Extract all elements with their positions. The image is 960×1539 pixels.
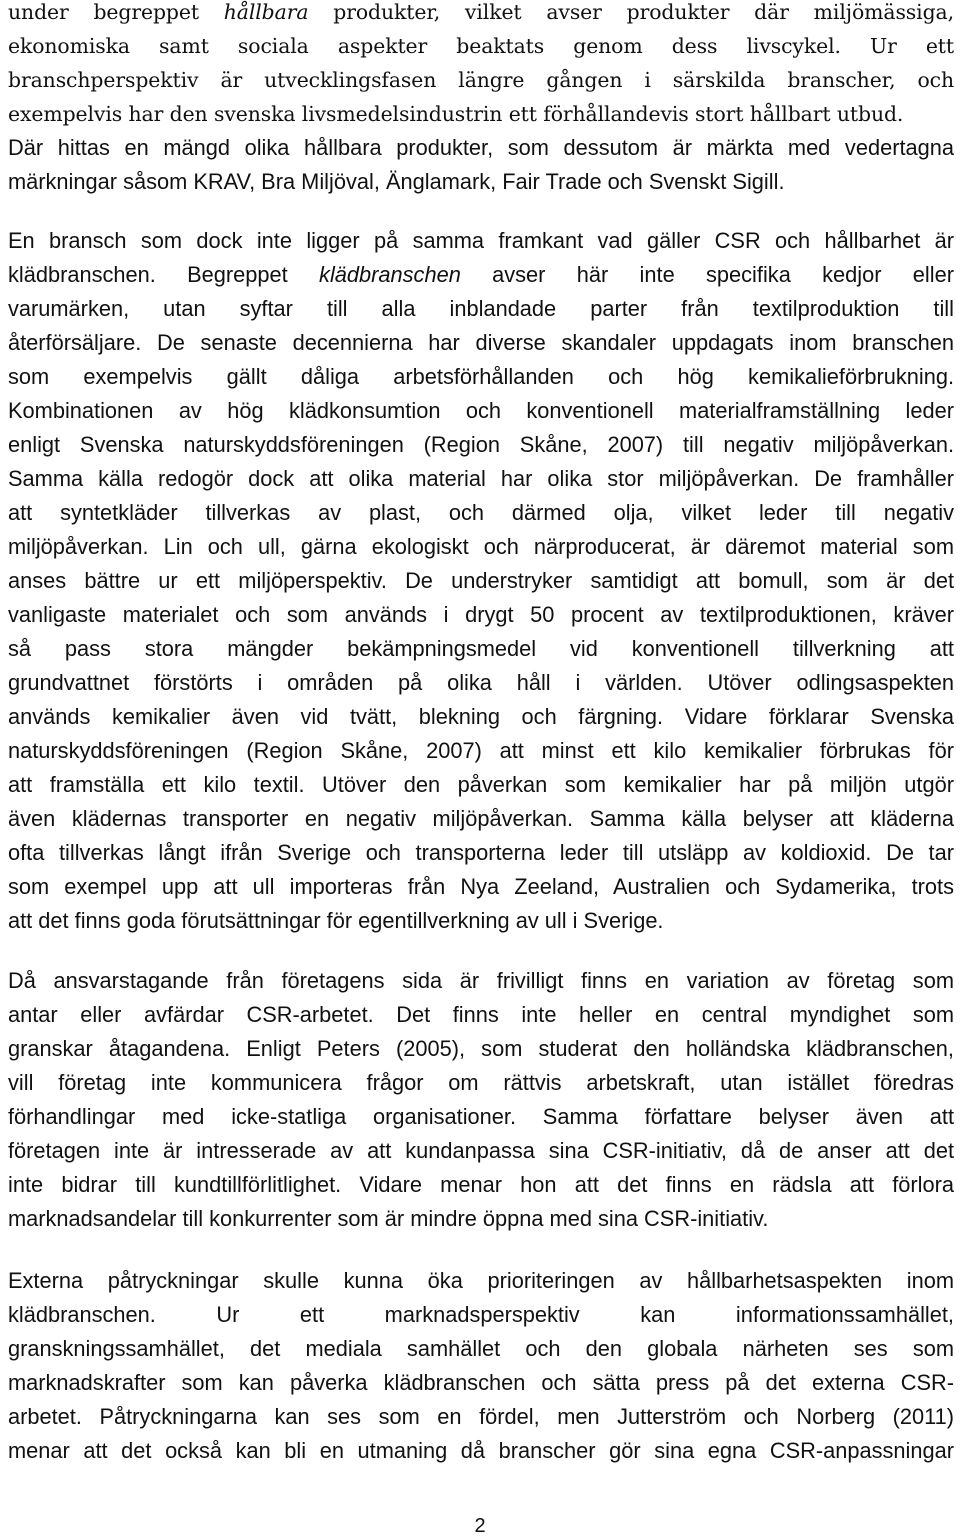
text-run: produkter, vilket avser produkter där miljömässiga, <box>308 0 954 24</box>
text-run: grundvattnet förstörts i områden på olika håll i världen. Utöver odlingsaspekten <box>8 670 954 695</box>
text-run: att framställa ett kilo textil. Utöver den påverkan som kemikalier har på miljön utgör <box>8 772 954 797</box>
text-run: klädbranschen. Begreppet <box>8 262 320 287</box>
text-run: företagen inte är intresserade av att kundanpassa sina CSR-initiativ, då de anser att det <box>8 1138 954 1163</box>
text-run: miljöpåverkan. Lin och ull, gärna ekologiskt och närproducerat, är däremot material som <box>8 534 954 559</box>
text-run: marknadsandelar till konkurrenter som är mindre öppna med sina CSR-initiativ. <box>8 1206 769 1231</box>
text-run: Samma källa redogör dock att olika material har olika stor miljöpåverkan. De framhåller <box>8 466 954 491</box>
text-line <box>8 904 954 938</box>
text-run: används kemikalier även vid tvätt, blekning och färgning. Vidare förklarar Svenska <box>8 704 954 729</box>
text-line <box>8 1332 954 1366</box>
text-line <box>8 530 954 564</box>
text-line <box>8 462 954 496</box>
text-line <box>8 97 954 131</box>
text-run: exempelvis har den svenska livsmedelsindustrin ett förhållandevis stort hållbart utbud. <box>8 102 904 126</box>
text-run: att syntetkläder tillverkas av plast, och därmed olja, vilket leder till negativ <box>8 500 954 525</box>
italic-term: klädbranschen <box>319 262 461 287</box>
text-line <box>8 292 954 326</box>
text-run: granskar åtagandena. Enligt Peters (2005), som studerat den holländska klädbranschen, <box>8 1036 954 1061</box>
text-run: klädbranschen. Ur ett marknadsperspektiv kan informationssamhället, <box>8 1302 954 1327</box>
text-run: förhandlingar med icke-statliga organisationer. Samma författare belyser även att <box>8 1104 954 1129</box>
text-line <box>8 496 954 530</box>
text-run: ekonomiska samt sociala aspekter beaktats genom dess livscykel. Ur ett <box>8 34 954 58</box>
text-line <box>8 802 954 836</box>
text-run: varumärken, utan syftar till alla inblandade parter från textilproduktion till <box>8 296 954 321</box>
text-run: menar att det också kan bli en utmaning då branscher gör sina egna CSR-anpassningar <box>8 1438 954 1463</box>
text-line <box>8 131 954 165</box>
paragraph-text <box>8 964 954 1236</box>
text-line <box>8 1434 954 1468</box>
text-line <box>8 1366 954 1400</box>
text-line <box>8 700 954 734</box>
text-run: att det finns goda förutsättningar för egentillverkning av ull i Sverige. <box>8 908 664 933</box>
text-run: under begreppet <box>8 0 224 24</box>
text-line <box>8 998 954 1032</box>
text-run: Externa påtryckningar skulle kunna öka prioriteringen av hållbarhetsaspekten inom <box>8 1268 954 1293</box>
text-run: som exempelvis gällt dåliga arbetsförhållanden och hög kemikalieförbrukning. <box>8 364 954 389</box>
text-line <box>8 734 954 768</box>
text-line <box>8 564 954 598</box>
text-line <box>8 1168 954 1202</box>
text-run: enligt Svenska naturskyddsföreningen (Region Skåne, 2007) till negativ miljöpåverkan. <box>8 432 954 457</box>
text-run: naturskyddsföreningen (Region Skåne, 2007) att minst ett kilo kemikalier förbrukas för <box>8 738 954 763</box>
text-run: En bransch som dock inte ligger på samma framkant vad gäller CSR och hållbarhet är <box>8 228 954 253</box>
text-line <box>8 29 954 63</box>
paragraph-text <box>8 224 954 938</box>
paragraph-2 <box>8 224 954 938</box>
text-line <box>8 428 954 462</box>
italic-term: hållbara <box>223 0 309 24</box>
text-run: ofta tillverkas långt ifrån Sverige och transporterna leder till utsläpp av koldioxid. De tar <box>8 840 954 865</box>
text-run: vanligaste materialet och som används i drygt 50 procent av textilproduktionen, kräver <box>8 602 954 627</box>
text-line <box>8 224 954 258</box>
text-run: märkningar såsom KRAV, Bra Miljöval, Änglamark, Fair Trade och Svenskt Sigill. <box>8 169 785 194</box>
text-line <box>8 1298 954 1332</box>
text-line <box>8 1400 954 1434</box>
paragraph-3 <box>8 964 954 1236</box>
text-run: anses bättre ur ett miljöperspektiv. De understryker samtidigt att bomull, som är det <box>8 568 954 593</box>
paragraph-4 <box>8 1264 954 1468</box>
text-line <box>8 1066 954 1100</box>
text-run: återförsäljare. De senaste decennierna har diverse skandaler uppdagats inom branschen <box>8 330 954 355</box>
text-line <box>8 836 954 870</box>
text-run: Då ansvarstagande från företagens sida är frivilligt finns en variation av företag som <box>8 968 954 993</box>
text-line <box>8 258 954 292</box>
text-line <box>8 598 954 632</box>
text-line <box>8 326 954 360</box>
text-run: granskningssamhället, det mediala samhället och den globala närheten ses som <box>8 1336 954 1361</box>
paragraph-1 <box>8 0 954 199</box>
text-line <box>8 1032 954 1066</box>
text-line <box>8 63 954 97</box>
text-run: Kombinationen av hög klädkonsumtion och konventionell materialframställning leder <box>8 398 954 423</box>
paragraph-text <box>8 1264 954 1468</box>
text-line <box>8 632 954 666</box>
text-line <box>8 394 954 428</box>
paragraph-text <box>8 0 954 199</box>
text-run: antar eller avfärdar CSR-arbetet. Det finns inte heller en central myndighet som <box>8 1002 954 1027</box>
text-line <box>8 360 954 394</box>
text-line <box>8 1202 954 1236</box>
text-run: även klädernas transporter en negativ miljöpåverkan. Samma källa belyser att kläderna <box>8 806 954 831</box>
text-line <box>8 666 954 700</box>
text-run: som exempel upp att ull importeras från Nya Zeeland, Australien och Sydamerika, trots <box>8 874 954 899</box>
text-line <box>8 165 954 199</box>
text-line <box>8 964 954 998</box>
text-run: avser här inte specifika kedjor eller <box>460 262 954 287</box>
text-run: branschperspektiv är utvecklingsfasen längre gången i särskilda branscher, och <box>8 68 954 92</box>
text-line <box>8 1100 954 1134</box>
text-line <box>8 1134 954 1168</box>
text-run: marknadskrafter som kan påverka klädbranschen och sätta press på det externa CSR- <box>8 1370 954 1395</box>
page-number: 2 <box>474 1515 486 1537</box>
text-line <box>8 0 954 29</box>
text-line <box>8 1264 954 1298</box>
text-line <box>8 870 954 904</box>
text-run: inte bidrar till kundtillförlitlighet. Vidare menar hon att det finns en rädsla att förlora <box>8 1172 954 1197</box>
text-run: Där hittas en mängd olika hållbara produkter, som dessutom är märkta med vedertagna <box>8 135 954 160</box>
text-run: så pass stora mängder bekämpningsmedel vid konventionell tillverkning att <box>8 636 954 661</box>
text-run: vill företag inte kommunicera frågor om rättvis arbetskraft, utan istället föredras <box>8 1070 954 1095</box>
text-line <box>8 768 954 802</box>
text-run: arbetet. Påtryckningarna kan ses som en fördel, men Jutterström och Norberg (2011) <box>8 1404 954 1429</box>
